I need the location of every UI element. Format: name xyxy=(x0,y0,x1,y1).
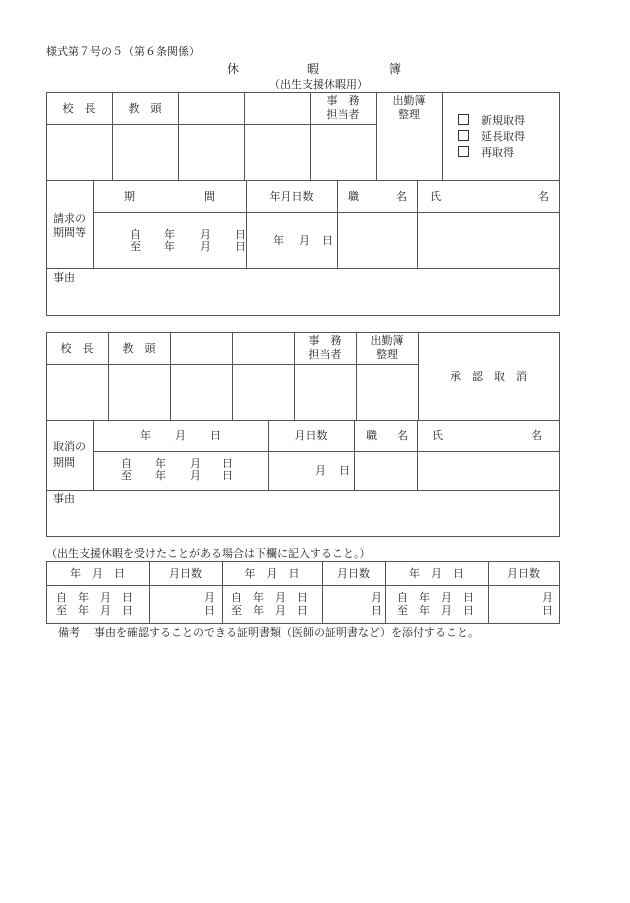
from-label: 自 xyxy=(130,228,141,241)
history-instruction: （出生支援休暇を受けたことがある場合は下欄に記入すること。） xyxy=(46,547,371,560)
days-days[interactable]: 日 xyxy=(322,234,333,247)
note-text: 事由を確認することのできる証明書類（医師の証明書など）を添付すること。 xyxy=(94,626,479,639)
divider xyxy=(170,332,171,420)
history-from-3[interactable]: 自 年 月 日 xyxy=(397,591,474,604)
approval-cancel-title: 承 認 取 消 xyxy=(450,370,527,383)
history-days-day-2[interactable]: 日 xyxy=(371,604,382,617)
history-from-2[interactable]: 自 年 月 日 xyxy=(231,591,308,604)
to-day[interactable]: 日 xyxy=(235,240,246,253)
principal-header: 校 長 xyxy=(62,102,96,115)
form-subtitle: （出生支援休暇用） xyxy=(269,78,368,91)
vice-principal-header: 教 頭 xyxy=(128,102,162,115)
office-header-2: 担当者 xyxy=(308,348,342,361)
days-header: 年月日数 xyxy=(269,190,314,203)
divider xyxy=(46,420,560,421)
to-year[interactable]: 年 xyxy=(164,240,175,253)
request-period-label-2: 期間等 xyxy=(53,226,86,239)
divider xyxy=(178,92,179,180)
option-new-label: 新規取得 xyxy=(481,114,525,127)
form-number: 様式第７号の５（第６条関係） xyxy=(46,45,200,58)
cancel-period-label-2: 期間 xyxy=(53,456,75,469)
checkbox-icon[interactable] xyxy=(458,146,469,157)
divider xyxy=(93,420,94,490)
history-to-2[interactable]: 至 年 月 日 xyxy=(231,604,308,617)
from-month[interactable]: 月 xyxy=(200,228,211,241)
from-label: 自 xyxy=(121,457,132,470)
position-header-a: 職 xyxy=(366,429,377,442)
cancel-period-label-1: 取消の xyxy=(53,440,86,453)
divider xyxy=(46,585,560,586)
position-header-a: 職 xyxy=(348,190,359,203)
name-field[interactable] xyxy=(417,212,560,268)
from-day[interactable]: 日 xyxy=(222,457,233,470)
to-label: 至 xyxy=(130,240,141,253)
option-extend-label: 延長取得 xyxy=(481,130,525,143)
principal-header: 校 長 xyxy=(60,342,94,355)
history-to-1[interactable]: 至 年 月 日 xyxy=(56,604,133,617)
days-days[interactable]: 日 xyxy=(339,464,350,477)
from-year[interactable]: 年 xyxy=(164,228,175,241)
history-days-month-1[interactable]: 月 xyxy=(204,591,215,604)
days-header: 月日数 xyxy=(294,429,328,442)
history-from-1[interactable]: 自 年 月 日 xyxy=(56,591,133,604)
name-header-a: 氏 xyxy=(430,190,441,203)
days-months[interactable]: 月 xyxy=(315,464,326,477)
history-to-3[interactable]: 至 年 月 日 xyxy=(397,604,474,617)
date-header-month: 月 xyxy=(175,429,186,442)
attendance-header-1: 出勤簿 xyxy=(392,94,426,107)
option-reacquire[interactable] xyxy=(458,146,514,159)
history-header-date-2: 年 月 日 xyxy=(244,567,300,580)
name-header-a: 氏 xyxy=(432,429,443,442)
to-label: 至 xyxy=(121,469,132,482)
to-month[interactable]: 月 xyxy=(190,469,201,482)
option-extend[interactable] xyxy=(458,130,525,143)
from-day[interactable]: 日 xyxy=(235,228,246,241)
history-header-days-1: 月日数 xyxy=(169,567,202,580)
history-days-day-3[interactable]: 日 xyxy=(542,604,553,617)
attendance-header-2: 整理 xyxy=(398,108,420,121)
name-header-b: 名 xyxy=(531,429,542,442)
divider xyxy=(442,92,443,180)
from-year[interactable]: 年 xyxy=(155,457,166,470)
name-field[interactable] xyxy=(417,451,560,490)
checkbox-icon[interactable] xyxy=(458,130,469,141)
option-new[interactable] xyxy=(458,114,525,127)
request-period-label-1: 請求の xyxy=(53,212,86,225)
vice-principal-seal-cell[interactable] xyxy=(112,124,178,180)
reason-label: 事由 xyxy=(53,492,75,505)
days-months[interactable]: 月 xyxy=(299,234,310,247)
date-header-day: 日 xyxy=(210,429,221,442)
divider xyxy=(232,332,233,420)
history-days-day-1[interactable]: 日 xyxy=(204,604,215,617)
history-header-date-3: 年 月 日 xyxy=(409,567,464,580)
position-header-b: 名 xyxy=(397,429,408,442)
office-header-1: 事 務 xyxy=(326,94,360,107)
office-header-1: 事 務 xyxy=(308,334,342,347)
position-field[interactable] xyxy=(337,212,417,268)
to-year[interactable]: 年 xyxy=(155,469,166,482)
position-field[interactable] xyxy=(354,451,417,490)
title-char-3: 簿 xyxy=(389,62,402,76)
date-header-year: 年 xyxy=(140,429,151,442)
days-years[interactable]: 年 xyxy=(273,234,284,247)
attendance-header-1: 出勤簿 xyxy=(370,334,404,347)
note xyxy=(58,626,479,639)
divider xyxy=(46,180,560,181)
title-char-2: 暇 xyxy=(307,62,320,76)
period-header-b: 間 xyxy=(204,190,215,203)
history-days-month-3[interactable]: 月 xyxy=(542,591,553,604)
note-label: 備考 xyxy=(58,626,80,639)
option-reacquire-label: 再取得 xyxy=(481,146,514,159)
reason-field[interactable] xyxy=(47,506,559,536)
title-char-1: 休 xyxy=(227,62,240,76)
from-month[interactable]: 月 xyxy=(190,457,201,470)
checkbox-icon[interactable] xyxy=(458,114,469,125)
reason-label: 事由 xyxy=(53,271,75,284)
to-month[interactable]: 月 xyxy=(200,240,211,253)
history-header-days-2: 月日数 xyxy=(337,567,370,580)
divider xyxy=(46,268,560,269)
reason-field[interactable] xyxy=(47,285,559,315)
history-header-date-1: 年 月 日 xyxy=(70,567,125,580)
vice-principal-header: 教 頭 xyxy=(122,342,156,355)
history-days-month-2[interactable]: 月 xyxy=(371,591,382,604)
to-day[interactable]: 日 xyxy=(222,469,233,482)
name-header-b: 名 xyxy=(538,190,549,203)
divider xyxy=(93,180,94,268)
divider xyxy=(244,92,245,180)
attendance-header-2: 整理 xyxy=(376,348,398,361)
period-header-a: 期 xyxy=(124,190,135,203)
history-header-days-3: 月日数 xyxy=(507,567,540,580)
position-header-b: 名 xyxy=(396,190,407,203)
office-header-2: 担当者 xyxy=(326,108,360,121)
divider xyxy=(46,490,560,491)
principal-seal-cell[interactable] xyxy=(46,124,112,180)
